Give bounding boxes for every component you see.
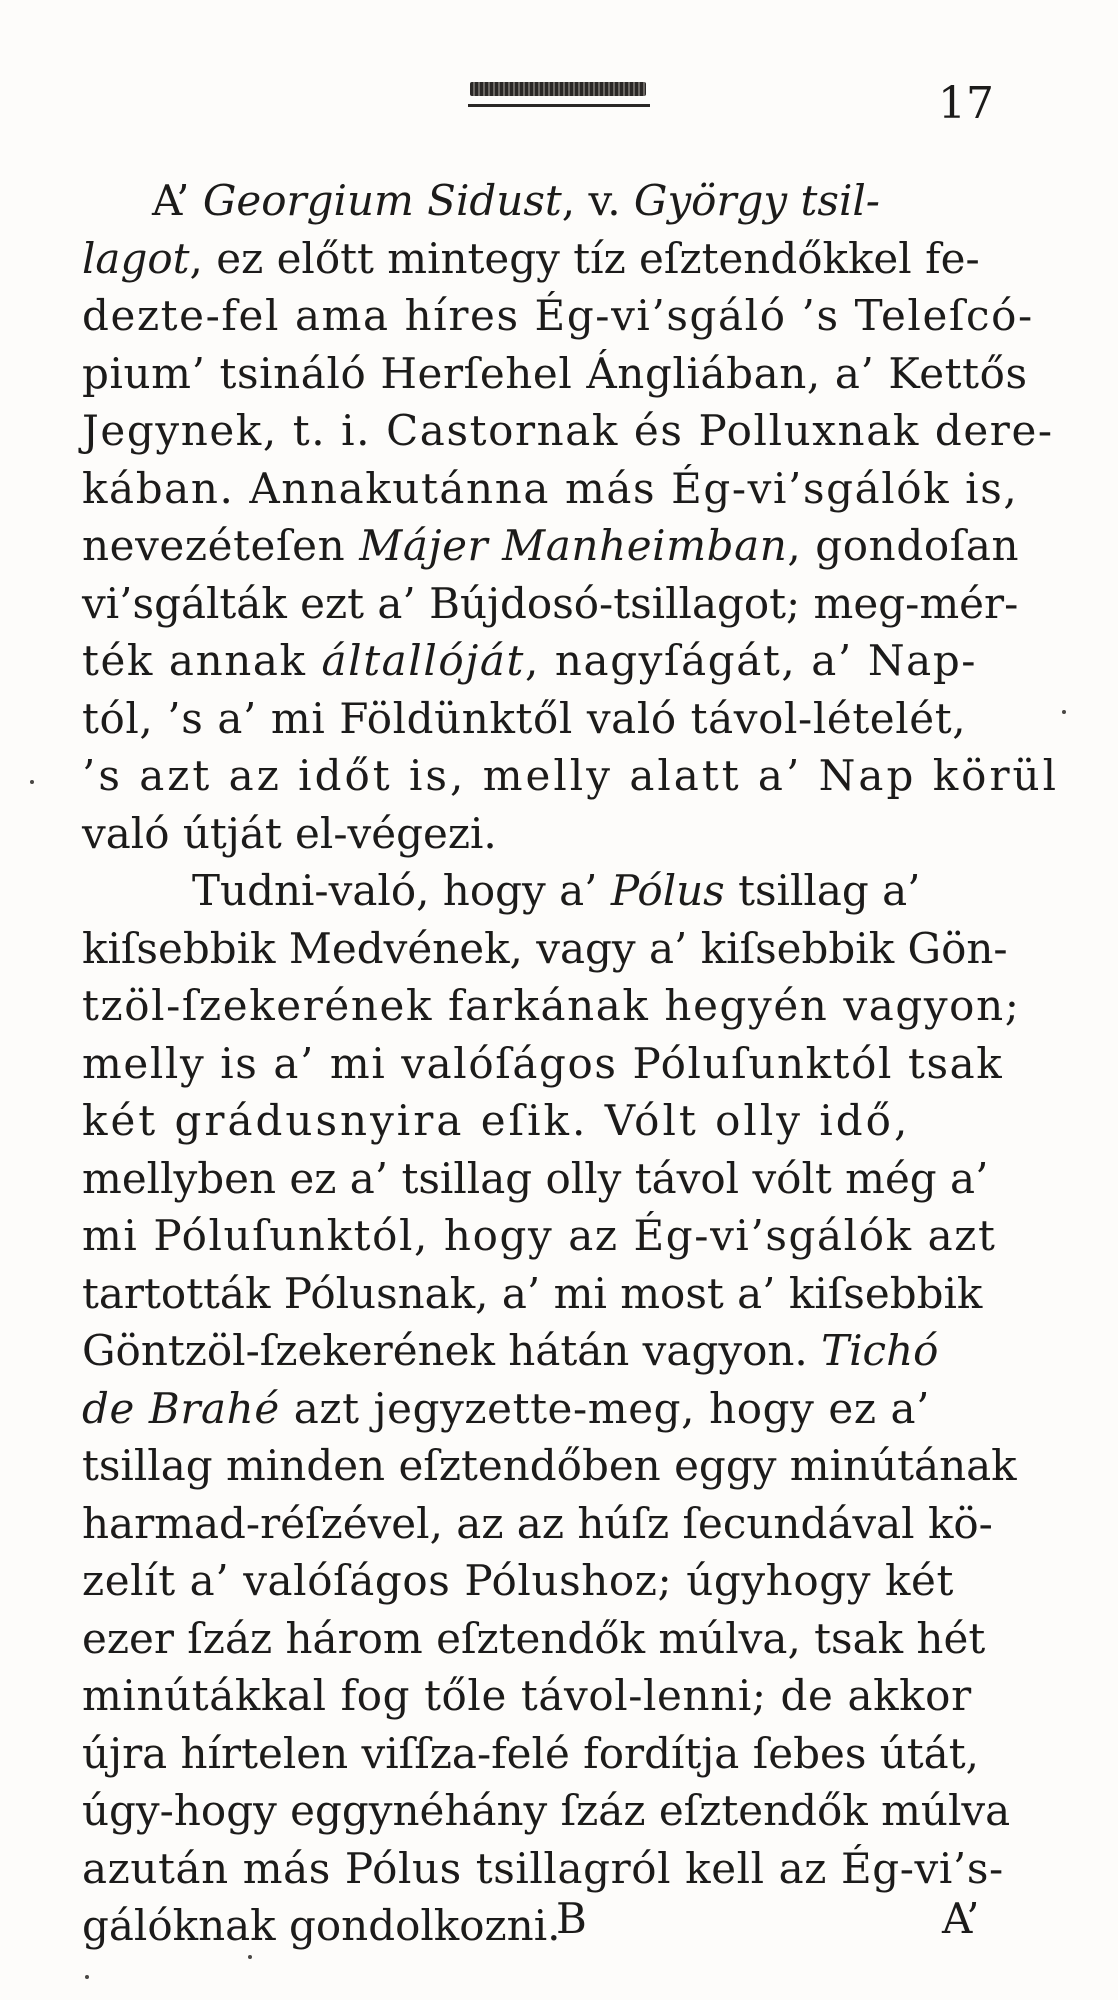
ink-speck [30,780,34,784]
italic-text: Georgium Sidust [202,176,562,225]
header-rule [468,104,650,107]
text-line [82,747,1082,805]
text-line [82,575,1082,633]
text-line [82,345,1082,403]
text-segment: , gondoſan [787,521,1020,570]
italic-text: de Brahé [82,1383,280,1433]
text-line [82,1782,1082,1840]
ink-speck [248,1955,252,1959]
text-segment: nevezéteſen [82,521,360,570]
ink-speck [1062,710,1066,714]
signature-mark: B [556,1894,587,1943]
text-segment: , v. [561,176,634,225]
text-line [82,1667,1082,1725]
page-number: 17 [938,78,994,129]
text-segment: ezer ſzáz három eſztendők múlva, tsak hét [82,1613,986,1663]
text-line [82,1380,1082,1438]
text-line [82,287,1082,345]
text-line [82,690,1082,748]
italic-text: Májer Manheimban [359,521,788,570]
text-segment: azt jegyzette-meg, hogy ez a’ [279,1383,931,1433]
text-segment: harmad-réſzével, az az húſz ſecundával kö- [82,1498,993,1548]
text-line [82,805,1082,863]
text-segment: zelít a’ valóſágos Pólushoz; úgyhogy két [82,1556,954,1605]
text-line [82,172,1082,230]
text-segment: két grádusnyira eſik. Vólt olly idő, [82,1096,911,1145]
italic-text: Tichó [821,1326,939,1375]
text-segment: azután más Pólus tsillagról kell az Ég-vi’s- [82,1843,1004,1893]
text-line [82,1322,1082,1380]
text-line [82,1495,1082,1553]
text-segment: , ez előtt mintegy tíz eſztendőkkel fe- [189,233,980,283]
text-segment: újra hírtelen viſſza-felé fordítja ſebes útát, [82,1728,979,1778]
text-segment: tól, ’s a’ mi Földünktől való távol-lételét, [82,693,967,743]
text-segment: kiſsebbik Medvének, vagy a’ kiſsebbik Gön- [82,923,1008,973]
text-segment: minútákkal fog tőle távol-lenni; de akkor [82,1671,972,1720]
italic-text: általlóját [321,636,525,685]
text-line [82,977,1082,1035]
text-segment: , nagyſágát, a’ Nap- [525,636,978,685]
text-segment: való útját el-végezi. [82,808,497,858]
text-segment: ték annak [82,636,322,685]
text-segment: mi Póluſunktól, hogy az Ég-vi’sgálók azt [82,1211,997,1260]
italic-text: Pólus [610,866,725,915]
text-line [82,1610,1082,1668]
text-line [82,1725,1082,1783]
text-segment: ’s azt az időt is, melly alatt a’ Nap körül [82,751,1059,800]
text-segment: tsillag minden eſztendőben eggy minútának [82,1441,1017,1490]
text-line [82,402,1082,460]
catchword: A’ [942,1894,980,1943]
header-ornament [470,82,646,96]
text-segment: Tudni-való, hogy a’ [192,866,611,915]
text-segment: gálóknak gondolkozni. [82,1901,561,1950]
text-line [82,460,1082,518]
text-segment: mellyben ez a’ tsillag olly távol vólt még a’ [82,1153,989,1203]
text-line [82,1150,1082,1208]
text-line [82,1552,1082,1610]
text-segment: tsillag a’ [724,866,921,915]
text-segment: dezte-fel ama híres Ég-vi’sgáló ’s Teleſcó- [82,291,1034,340]
text-segment: vi’sgálták ezt a’ Bújdosó-tsillagot; meg-mér- [82,578,1019,628]
text-segment: Göntzöl-ſzekerének hátán vagyon. [82,1326,822,1375]
italic-text: György tsil- [633,176,880,225]
text-line [82,862,1082,920]
text-line [82,920,1082,978]
text-line [82,1035,1082,1093]
text-line [82,1207,1082,1265]
text-line [82,632,1082,690]
text-line [82,1092,1082,1150]
text-line [82,1840,1082,1898]
text-line [82,1437,1082,1495]
text-segment: kában. Annakutánna más Ég-vi’sgálók is, [82,463,1019,513]
text-line [82,230,1082,288]
italic-text: lagot [82,233,190,283]
text-segment: Jegynek, t. i. Castornak és Polluxnak dere- [82,406,1054,455]
text-segment: melly is a’ mi valóſágos Póluſunktól tsak [82,1038,1004,1088]
ink-speck [85,1975,89,1979]
text-segment: pium’ tsináló Herſehel Ángliában, a’ Kettős [82,348,1028,398]
text-line [82,1265,1082,1323]
text-segment: tzöl-ſzekerének farkának hegyén vagyon; [82,981,1021,1030]
text-segment: tartották Pólusnak, a’ mi most a’ kiſsebbik [82,1268,983,1318]
text-segment: A’ [152,176,203,225]
text-segment: úgy-hogy eggynéhány ſzáz eſztendők múlva [82,1786,1011,1835]
body-text [82,172,1082,1955]
text-line [82,517,1082,575]
